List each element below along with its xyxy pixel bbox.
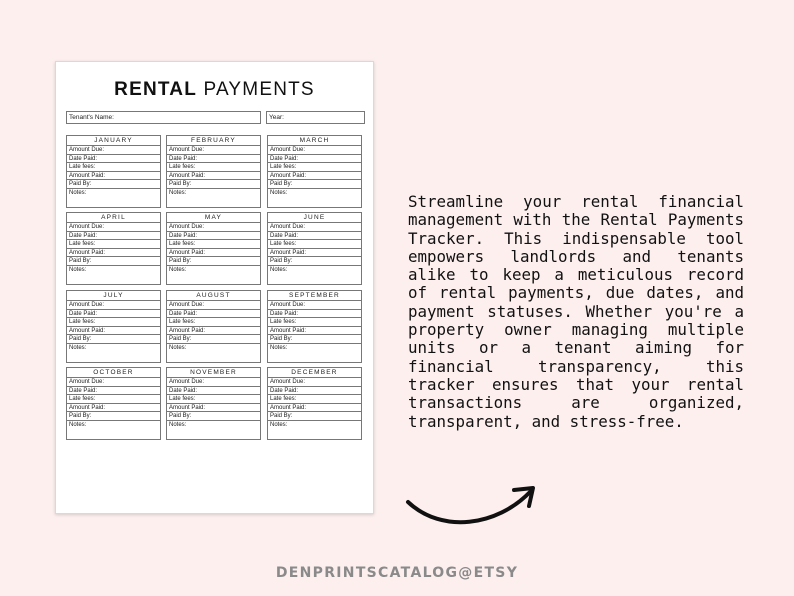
month-field-row: Amount Due: — [268, 146, 361, 155]
month-field-row: Notes: — [69, 266, 87, 273]
month-name: FEBRUARY — [167, 136, 260, 146]
month-field-row: Notes: — [270, 189, 288, 196]
month-name: APRIL — [67, 213, 160, 223]
month-field-row: Amount Due: — [268, 378, 361, 387]
month-field-row: Date Paid: — [167, 310, 260, 319]
month-block — [66, 135, 161, 208]
month-field-row: Late fees: — [268, 395, 361, 404]
month-field-row: Date Paid: — [67, 155, 160, 164]
month-field-row: Notes: — [270, 266, 288, 273]
month-field-row: Amount Due: — [268, 223, 361, 232]
month-field-row: Amount Due: — [167, 378, 260, 387]
month-field-row: Paid By: — [268, 412, 361, 421]
month-name: OCTOBER — [67, 368, 160, 378]
month-field-row: Amount Paid: — [268, 327, 361, 336]
month-field-row: Amount Paid: — [167, 327, 260, 336]
month-field-row: Paid By: — [268, 257, 361, 266]
month-field-row: Amount Paid: — [268, 172, 361, 181]
month-field-row: Paid By: — [167, 335, 260, 344]
month-field-row: Late fees: — [268, 318, 361, 327]
month-block — [267, 367, 362, 440]
month-field-row: Amount Paid: — [268, 249, 361, 258]
month-field-row: Notes: — [270, 421, 288, 428]
month-field-row: Amount Due: — [67, 378, 160, 387]
month-field-row: Date Paid: — [167, 232, 260, 241]
month-block — [166, 135, 261, 208]
curved-arrow-icon — [402, 478, 542, 528]
month-name: SEPTEMBER — [268, 291, 361, 301]
month-field-row: Notes: — [69, 344, 87, 351]
month-field-row: Late fees: — [67, 395, 160, 404]
month-field-row: Notes: — [169, 421, 187, 428]
month-field-row: Amount Paid: — [268, 404, 361, 413]
title-light: PAYMENTS — [203, 79, 315, 100]
month-block — [166, 212, 261, 285]
month-field-row: Amount Due: — [67, 223, 160, 232]
month-field-row: Late fees: — [268, 163, 361, 172]
month-field-row: Notes: — [169, 189, 187, 196]
shop-handle: DENPRINTSCATALOG@ETSY — [275, 565, 519, 581]
month-field-row: Paid By: — [67, 335, 160, 344]
month-field-row: Notes: — [169, 344, 187, 351]
month-name: MAY — [167, 213, 260, 223]
month-field-row: Paid By: — [167, 180, 260, 189]
month-field-row: Late fees: — [268, 240, 361, 249]
month-name: JULY — [67, 291, 160, 301]
month-field-row: Date Paid: — [268, 310, 361, 319]
month-field-row: Late fees: — [167, 395, 260, 404]
month-field-row: Date Paid: — [67, 387, 160, 396]
month-block — [267, 135, 362, 208]
month-block — [66, 212, 161, 285]
month-name: NOVEMBER — [167, 368, 260, 378]
month-field-row: Notes: — [69, 189, 87, 196]
month-field-row: Amount Paid: — [167, 249, 260, 258]
month-block — [267, 290, 362, 363]
planner-sheet — [55, 61, 374, 514]
title-bold: RENTAL — [114, 79, 198, 100]
month-block — [267, 212, 362, 285]
month-field-row: Notes: — [270, 344, 288, 351]
month-field-row: Late fees: — [167, 240, 260, 249]
month-field-row: Paid By: — [67, 412, 160, 421]
month-field-row: Amount Paid: — [167, 172, 260, 181]
month-field-row: Amount Due: — [167, 301, 260, 310]
product-description: Streamline your rental financial management with the Rental Payments Tracker. This indispensable tool empowers landlords and tenants alike to keep a meticulous record of rental payments, due dates, and payment statuses. Whether you're a property owner managing multiple units or a tenant aiming for financial transparency, this tracker ensures that your rental transactions are organized, transparent, and stress-free. — [408, 192, 744, 431]
month-field-row: Amount Due: — [67, 146, 160, 155]
month-field-row: Paid By: — [268, 180, 361, 189]
month-field-row: Late fees: — [67, 240, 160, 249]
month-field-row: Date Paid: — [167, 387, 260, 396]
month-field-row: Paid By: — [67, 180, 160, 189]
month-name: DECEMBER — [268, 368, 361, 378]
month-field-row: Amount Paid: — [67, 404, 160, 413]
month-field-row: Amount Paid: — [67, 327, 160, 336]
month-field-row: Late fees: — [67, 163, 160, 172]
month-field-row: Date Paid: — [167, 155, 260, 164]
month-name: JANUARY — [67, 136, 160, 146]
month-field-row: Date Paid: — [67, 310, 160, 319]
month-name: JUNE — [268, 213, 361, 223]
month-field-row: Paid By: — [268, 335, 361, 344]
month-field-row: Late fees: — [67, 318, 160, 327]
month-field-row: Amount Due: — [167, 223, 260, 232]
month-field-row: Date Paid: — [268, 155, 361, 164]
month-field-row: Amount Paid: — [67, 172, 160, 181]
month-field-row: Date Paid: — [268, 232, 361, 241]
month-field-row: Amount Due: — [67, 301, 160, 310]
month-field-row: Paid By: — [167, 257, 260, 266]
month-name: MARCH — [268, 136, 361, 146]
month-field-row: Paid By: — [67, 257, 160, 266]
month-field-row: Notes: — [169, 266, 187, 273]
tenant-name-field — [66, 111, 261, 124]
month-block — [66, 290, 161, 363]
month-field-row: Amount Paid: — [67, 249, 160, 258]
month-field-row: Paid By: — [167, 412, 260, 421]
month-field-row: Amount Due: — [268, 301, 361, 310]
year-label: Year: — [269, 114, 284, 121]
tenant-name-label: Tenant's Name: — [69, 114, 114, 121]
month-field-row: Date Paid: — [67, 232, 160, 241]
month-block — [166, 290, 261, 363]
month-field-row: Notes: — [69, 421, 87, 428]
month-field-row: Amount Paid: — [167, 404, 260, 413]
month-name: AUGUST — [167, 291, 260, 301]
sheet-title — [56, 79, 373, 101]
year-field — [266, 111, 365, 124]
month-field-row: Late fees: — [167, 163, 260, 172]
month-block — [66, 367, 161, 440]
month-field-row: Date Paid: — [268, 387, 361, 396]
month-block — [166, 367, 261, 440]
month-field-row: Amount Due: — [167, 146, 260, 155]
month-field-row: Late fees: — [167, 318, 260, 327]
